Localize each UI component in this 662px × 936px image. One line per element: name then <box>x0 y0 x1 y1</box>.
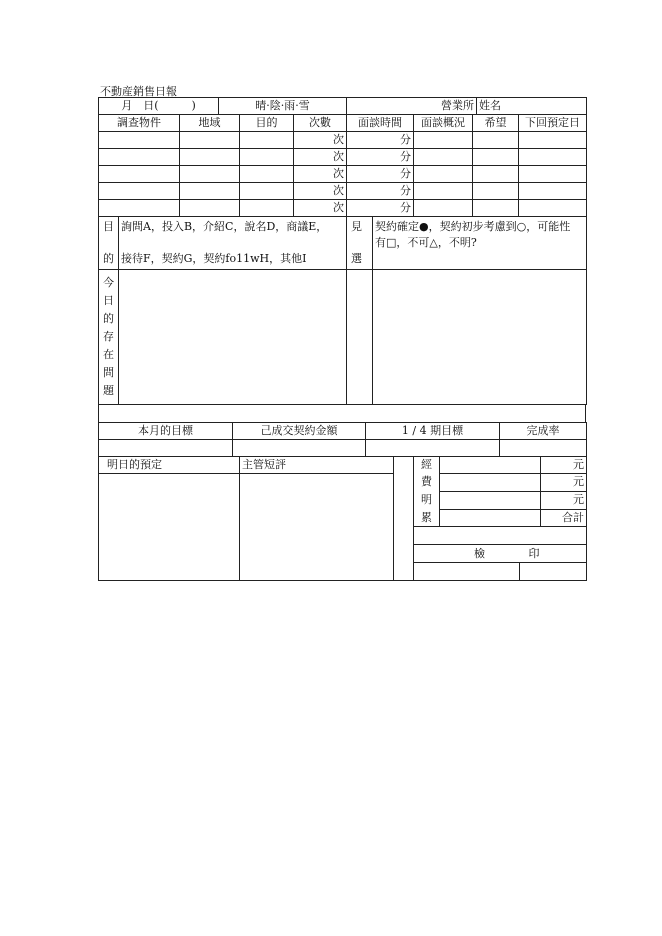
cell-hope[interactable] <box>473 166 519 183</box>
cell-purpose[interactable] <box>240 166 294 183</box>
outlook-label <box>347 217 373 270</box>
cell-area[interactable] <box>180 149 240 166</box>
cell-property[interactable] <box>99 200 180 217</box>
date-field[interactable]: 月 日( ) <box>99 98 219 115</box>
quarter-target-value[interactable] <box>366 440 500 457</box>
col-area: 地域 <box>180 115 240 132</box>
seal-box[interactable] <box>520 563 587 581</box>
inspect-label: 檢 <box>474 546 485 560</box>
expense-input[interactable] <box>440 474 541 492</box>
cell-purpose[interactable] <box>240 200 294 217</box>
cell-area[interactable] <box>180 166 240 183</box>
expense-input[interactable] <box>440 491 541 509</box>
cell-next[interactable] <box>519 183 587 200</box>
visit-table <box>98 114 587 217</box>
expense-input[interactable] <box>440 509 541 527</box>
inspect-seal-row <box>414 545 587 563</box>
tomorrow-input[interactable] <box>99 474 240 581</box>
blank-row[interactable] <box>414 527 587 545</box>
header-table <box>98 97 587 115</box>
issues-char: 日 <box>103 294 114 307</box>
visit-header-row <box>99 115 587 132</box>
purpose-label-bottom: 的 <box>103 252 114 265</box>
issues-divider-cell <box>347 270 373 405</box>
cell-next[interactable] <box>519 132 587 149</box>
table-row <box>99 149 587 166</box>
completion-label: 完成率 <box>500 423 587 440</box>
office-field[interactable]: 營業所 <box>347 98 477 115</box>
issues-char: 題 <box>103 384 114 397</box>
cell-time[interactable]: 分 <box>347 200 414 217</box>
cell-purpose[interactable] <box>240 149 294 166</box>
cell-hope[interactable] <box>473 132 519 149</box>
purpose-line-2: 接待F，契約G，契約fo11wH，其他I <box>121 252 307 265</box>
cell-area[interactable] <box>180 200 240 217</box>
table-row <box>99 166 587 183</box>
tomorrow-label: 明日的預定 <box>99 457 240 474</box>
completion-value[interactable] <box>500 440 587 457</box>
purpose-line-1: 詢問A，投入B，介紹C，說名D，商議E， <box>121 220 328 233</box>
col-meeting-summary: 面談概況 <box>414 115 473 132</box>
daily-report-form <box>98 97 586 581</box>
month-target-value[interactable] <box>99 440 233 457</box>
blank-row[interactable] <box>99 405 586 423</box>
comment-label: 主管短評 <box>240 457 394 474</box>
cell-purpose[interactable] <box>240 132 294 149</box>
table-row <box>99 200 587 217</box>
expense-unit: 元 <box>541 491 587 509</box>
cell-count[interactable]: 次 <box>294 183 347 200</box>
col-hope: 希望 <box>473 115 519 132</box>
cell-property[interactable] <box>99 183 180 200</box>
page-title: 不動産銷售日報 <box>100 85 177 98</box>
name-field[interactable]: 姓名 <box>477 98 587 115</box>
expense-char: 經 <box>414 457 440 474</box>
cell-hope[interactable] <box>473 200 519 217</box>
cell-property[interactable] <box>99 149 180 166</box>
cell-property[interactable] <box>99 132 180 149</box>
issues-notes[interactable] <box>373 270 587 405</box>
cell-summary[interactable] <box>414 166 473 183</box>
issues-input[interactable] <box>119 270 347 405</box>
quarter-target-label: 1 / 4 期目標 <box>366 423 500 440</box>
cell-summary[interactable] <box>414 132 473 149</box>
expense-unit: 元 <box>541 457 587 474</box>
issues-char: 問 <box>103 366 114 379</box>
cell-count[interactable]: 次 <box>294 200 347 217</box>
targets-table <box>98 422 587 457</box>
separator-table <box>98 404 586 423</box>
cell-count[interactable]: 次 <box>294 166 347 183</box>
cell-time[interactable]: 分 <box>347 183 414 200</box>
expense-unit: 元 <box>541 474 587 492</box>
bottom-table <box>98 456 587 581</box>
cell-area[interactable] <box>180 132 240 149</box>
cell-count[interactable]: 次 <box>294 132 347 149</box>
cell-property[interactable] <box>99 166 180 183</box>
outlook-line-1: 契約確定●，契約初步考慮到○，可能性 <box>375 220 571 233</box>
table-row <box>99 183 587 200</box>
outlook-line-2: 有□，不可△，不明? <box>375 236 477 249</box>
cell-time[interactable]: 分 <box>347 166 414 183</box>
outlook-codes <box>373 217 587 270</box>
issues-label <box>99 270 119 405</box>
purpose-label <box>99 217 119 270</box>
issues-char: 存 <box>103 330 114 343</box>
col-property: 調查物件 <box>99 115 180 132</box>
comment-input[interactable] <box>240 474 394 581</box>
closed-amount-value[interactable] <box>233 440 366 457</box>
outlook-label-bottom: 選 <box>351 252 362 265</box>
total-label: 合計 <box>541 509 587 527</box>
expense-char: 費 <box>414 474 440 492</box>
purpose-codes <box>119 217 347 270</box>
expense-char: 累 <box>414 509 440 527</box>
cell-next[interactable] <box>519 200 587 217</box>
cell-summary[interactable] <box>414 200 473 217</box>
issues-char: 在 <box>103 348 114 361</box>
cell-summary[interactable] <box>414 183 473 200</box>
cell-next[interactable] <box>519 166 587 183</box>
cell-time[interactable]: 分 <box>347 132 414 149</box>
closed-amount-label: 己成交契約金額 <box>233 423 366 440</box>
cell-next[interactable] <box>519 149 587 166</box>
seal-label: 印 <box>528 546 540 560</box>
table-row <box>99 132 587 149</box>
weather-field[interactable]: 晴·陰·雨·雪 <box>219 98 347 115</box>
cell-hope[interactable] <box>473 149 519 166</box>
purpose-label-top: 目 <box>103 220 114 233</box>
issues-char: 今 <box>103 276 114 289</box>
col-next-date: 下回預定日 <box>519 115 587 132</box>
spacer-column <box>394 457 414 581</box>
cell-purpose[interactable] <box>240 183 294 200</box>
expense-input[interactable] <box>440 457 541 474</box>
purpose-outlook-table <box>98 216 587 405</box>
cell-hope[interactable] <box>473 183 519 200</box>
inspect-box[interactable] <box>414 563 520 581</box>
col-purpose: 目的 <box>240 115 294 132</box>
expense-char: 明 <box>414 491 440 509</box>
cell-summary[interactable] <box>414 149 473 166</box>
cell-area[interactable] <box>180 183 240 200</box>
issues-char: 的 <box>103 312 114 325</box>
cell-time[interactable]: 分 <box>347 149 414 166</box>
col-count: 次數 <box>294 115 347 132</box>
cell-count[interactable]: 次 <box>294 149 347 166</box>
outlook-label-top: 見 <box>351 220 362 233</box>
month-target-label: 本月的目標 <box>99 423 233 440</box>
col-meeting-time: 面談時間 <box>347 115 414 132</box>
